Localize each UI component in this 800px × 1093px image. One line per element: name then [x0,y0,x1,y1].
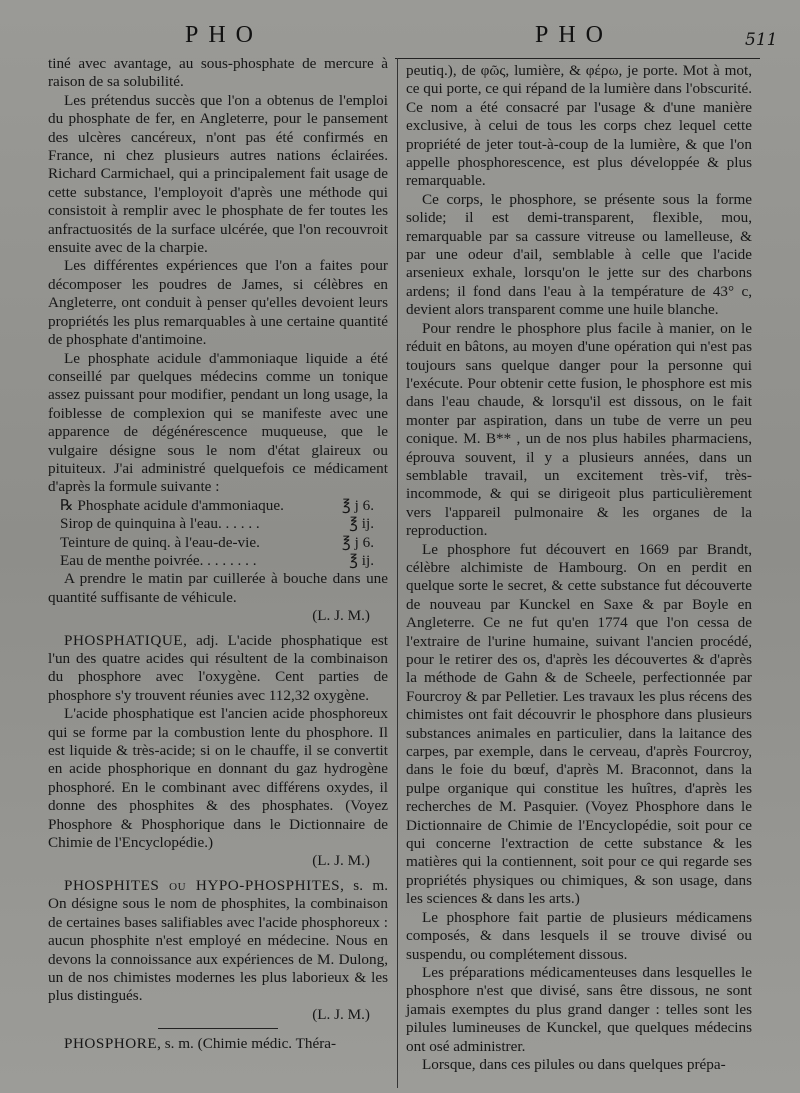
paragraph: Lorsque, dans ces pilules ou dans quelques prépa- [422,1055,726,1073]
author-signature: (L. J. M.) [312,852,370,870]
paragraph: Les préparations médicamenteuses dans lesquelles le phosphore n'est que divisé, sans être dissous, ne sont jamais exemptes du plus grand danger : telles sont les pilules lumineuses de Kunckel, que quelques médecins ont osé administrer. [406,963,752,1055]
paragraph: Le phosphore fait partie de plusieurs médicamens composés, & dans lesquels il se trouve divisé ou suspendu, ou complétement dissous. [406,908,752,963]
column-divider [397,58,398,1088]
paragraph: Le phosphate acidule d'ammoniaque liquide a été conseillé par quelques médecins comme un tonique assez puissant pour modifier, pendant un long usage, la foiblesse de complexion qui se manifeste avec une apparence de dégénérescence muqueuse, que le vulgaire désigne sous le nom d'état glaireux ou pituiteux. J'ai administré quelquefois ce médicament d'après la formule suivante : [48,349,388,496]
running-head-left: PHO [185,22,264,48]
recipe [60,497,388,571]
paragraph: Les différentes expériences que l'on a faites pour décomposer les poudres de James, si célèbres en Angleterre, ont conduit à penser qu'elles devoient leurs propriétés les plus remarquables à une certaine quantité de phosphate d'antimoine. [48,257,388,349]
paragraph: tiné avec avantage, au sous-phosphate de mercure à raison de sa solubilité. [48,55,388,91]
recipe-item: Sirop de quinquina à l'eau. . . . . . [60,515,260,533]
recipe-dose: ℥ j 6. [342,533,374,551]
page-number: 511 [745,30,778,50]
author-signature: (L. J. M.) [312,607,370,625]
left-column [48,55,388,1054]
paragraph: Ce corps, le phosphore, se présente sous la forme solide; il est demi-transparent, flexible, mou, remarquable par sa cassure vitreuse ou lamelleuse, & par une odeur d'ail, semblable à celle que l'acide arsenieux exhale, lorsqu'on le jette sur des charbons ardens; il fond dans l'eau à la température de 43° c, devient alors transparent comme une huile blanche. [406,190,752,319]
entry-headword: PHOSPHORE [64,1035,158,1053]
recipe-line [60,515,388,533]
author-signature: (L. J. M.) [312,1005,370,1023]
entry-phosphore [48,1035,388,1053]
entry-phosphites [48,877,388,1006]
entry-definition: , adj. L'acide phosphatique est l'un des quatre acides qui résultent de la combinaison du phosphore avec l'oxygène. Cent parties de phosphore s'y trouvent réunies avec 112,32 oxygène. [48,631,388,704]
entry-phosphatique [48,632,388,706]
right-column [406,62,752,1074]
entry-definition: , s. m. (Chimie médic. Théra- [157,1035,337,1053]
header-rule [395,58,760,59]
recipe-dose: ℥ ij. [349,515,374,533]
entry-headword: PHOSPHITES ou HYPO-PHOSPHITES [64,876,341,894]
running-head-right: PHO [535,22,614,48]
paragraph: Pour rendre le phosphore plus facile à manier, on le réduit en bâtons, au moyen d'une opération qui n'est pas toujours sans quelque danger pour la personne qui l'exécute. Pour obtenir cette fusion, le phosphore est mis dans l'eau chaude, & lorsqu'il est dissous, on le fait monter par aspiration, dans un tube de verre un peu conique. M. B** , un de nos plus habiles pharmaciens, éprouva souvent, il y a plusieurs années, dans un semblable travail, un excitement très-vif, très-incommode, & qui se dirigeoit plus particulièrement vers l'appareil pulmonaire & les organes de la reproduction. [406,319,752,540]
recipe-item: Eau de menthe poivrée. . . . . . . . [60,551,257,569]
entry-separator [158,1028,278,1029]
recipe-line [60,497,388,515]
paragraph: A prendre le matin par cuillerée à bouche dans une quantité suffisante de véhicule. [48,570,388,606]
paragraph: Le phosphore fut découvert en 1669 par Brandt, célèbre alchimiste de Hambourg. On en perdit en quelque sorte le secret, & cette substance fut découverte de nouveau par Kunckel en Saxe & par Boyle en Angleterre. Ce ne fut qu'en 1774 que l'on cessa de l'extraire de l'urine humaine, suivant l'ancien procédé, pour le retirer des os, d'après les découvertes & d'après la méthode de Gahn & de Scheele, perfectionnée par Fourcroy & par Pelletier. Les travaux les plus récens des chimistes ont fait découvrir le phosphore dans plusieurs substances animales en particulier, dans la laitance des carpes, par exemple, dans le cerveau, d'après Fourcroy, dans le foie du bœuf, d'après M. Braconnot, dans la pulpe organique qui constitue les huîtres, d'après les recherches de M. Pasquier. (Voyez Phosphore dans le Dictionnaire de Chimie de l'Encyclopédie, soit pour ce qui concerne l'extraction de cette substance & les matières qui la contiennent, soit pour ce qui regarde ses propriétés physiques ou chimiques, & son usage, dans les sciences & dans les arts.) [406,540,752,908]
recipe-dose: ℥ ij. [349,551,374,569]
recipe-line [60,552,388,570]
recipe-item: Teinture de quinq. à l'eau-de-vie. [60,533,260,551]
recipe-line [60,534,388,552]
paragraph: peutiq.), de φῶς, lumière, & φέρω, je porte. Mot à mot, ce qui porte, ce qui répand de la lumière dans l'obscurité. Ce nom a été consacré par l'usage & d'une manière exclusive, à celui de tous les corps chez lequel cette propriété de jeter tout-à-coup de la lumière, & que l'on appelle phosphorescence, est plus développée & plus remarquable. [406,62,753,190]
paragraph: L'acide phosphatique est l'ancien acide phosphoreux qui se forme par la combustion lente du phosphore. Il est liquide & très-acide; si on le chauffe, il se convertit en acide phosphorique en donnant du gaz hydrogène phosphoré. En le combinant avec différens oxydes, il donne des phosphites & des phosphates. (Voyez Phosphore & Phosphorique dans le Dictionnaire de Chimie de l'Encyclopédie.) [48,705,388,852]
recipe-item: ℞ Phosphate acidule d'ammoniaque. [60,496,284,514]
entry-headword: PHOSPHATIQUE [64,631,184,649]
entry-definition: , s. m. On désigne sous le nom de phosphites, la combinaison de certaines bases salifiables avec l'acide phosphoreux : aucun phosphite n'est employé en médecine. Nous en devons la connoissance aux expériences de M. Dulong, un de nos chimistes modernes les plus laborieux & les plus distingués. [48,876,388,1005]
recipe-dose: ℥ j 6. [342,496,374,514]
paragraph: Les prétendus succès que l'on a obtenus de l'emploi du phosphate de fer, en Angleterre, pour le pansement des ulcères cancéreux, n'ont pas été confirmés en France, ni chez plusieurs autres nations éclairées. Richard Carmichael, qui a principalement fait usage de cette substance, l'employoit d'après une méthode qui consistoit à remplir avec le phosphate de fer toutes les anfractuosités de la surface ulcérée, que l'on recouvroit ensuite avec de la charpie. [48,91,388,257]
